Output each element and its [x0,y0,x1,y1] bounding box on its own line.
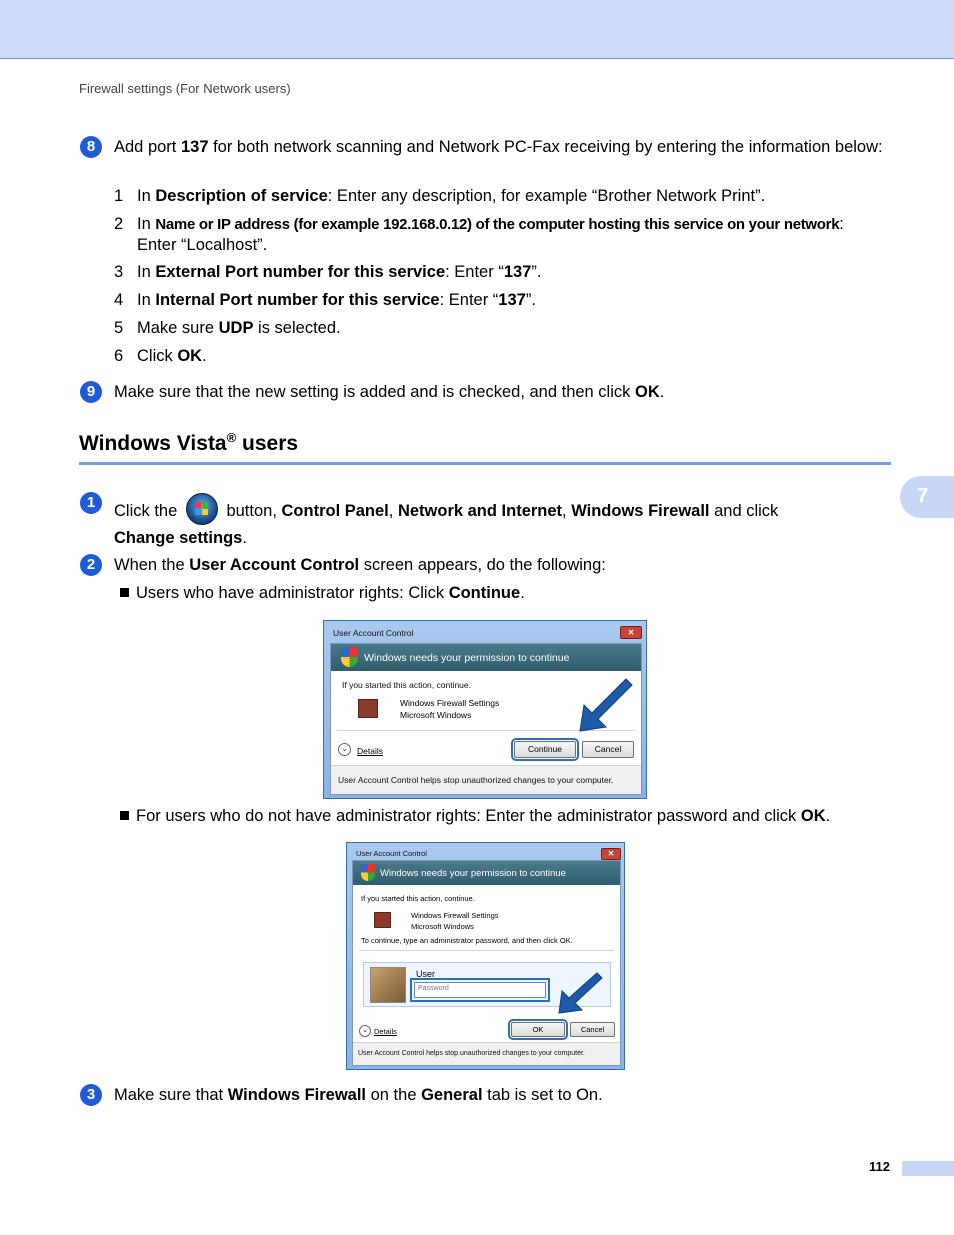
dialog-title: User Account Control [356,849,427,858]
step-9-text: Make sure that the new setting is added and is checked, and then click OK. [114,383,665,401]
dialog-line1: If you started this action, continue. [342,680,471,690]
substep-2: 2 In Name or IP address (for example 192.168.0.12) of the computer hosting this service on your network: Enter “Localhost”. [114,215,844,254]
dialog-line1: If you started this action, continue. [361,894,475,903]
details-link[interactable]: Details [357,746,383,756]
dialog-footer: User Account Control helps stop unauthorized changes to your computer. [331,765,641,794]
step-9-marker: 9 [80,381,102,403]
step-2-text: When the User Account Control screen appears, do the following: [114,556,606,574]
pointer-arrow-icon [576,677,634,735]
app-name: Windows Firewall Settings [400,698,500,708]
substep-1: 1 In Description of service: Enter any description, for example “Brother Network Print”. [114,187,766,205]
dialog-title: User Account Control [333,628,414,638]
page-number: 112 [869,1159,890,1174]
firewall-icon [358,699,378,718]
dialog-banner: Windows needs your permission to continue [353,861,620,885]
cancel-button[interactable]: Cancel [570,1022,615,1037]
step-3-marker: 3 [80,1084,102,1106]
pointer-arrow-icon [555,971,603,1015]
avatar [370,967,406,1003]
chevron-down-icon[interactable]: ⌄ [338,743,351,756]
continue-button[interactable]: Continue [514,741,576,758]
shield-icon [361,864,375,881]
close-icon[interactable]: ✕ [620,626,642,639]
app-publisher: Microsoft Windows [411,922,474,931]
password-field[interactable]: Password [414,982,546,998]
start-button-icon [186,493,218,525]
app-name: Windows Firewall Settings [411,911,499,920]
bullet-nonadmin: For users who do not have administrator rights: Enter the administrator password and click OK. [120,806,830,827]
close-icon[interactable]: ✕ [601,848,621,860]
user-label: User [416,969,436,979]
shield-icon [341,647,358,667]
instruction: To continue, type an administrator password, and then click OK. [361,936,573,945]
chapter-tab: 7 [900,476,954,518]
cancel-button[interactable]: Cancel [582,741,634,758]
firewall-icon [374,912,391,928]
step-1-text: Click the button, Control Panel, Network and Internet, Windows Firewall and click Change settings. [114,493,884,551]
section-rule [79,462,891,465]
step-3-text: Make sure that Windows Firewall on the General tab is set to On. [114,1086,603,1104]
substep-5: 5 Make sure UDP is selected. [114,319,341,337]
substep-6: 6 Click OK. [114,347,207,365]
step-2-marker: 2 [80,554,102,576]
footer-bar [902,1161,954,1176]
dialog-banner: Windows needs your permission to continue [331,644,641,671]
bullet-admin: Users who have administrator rights: Click Continue. [120,583,525,604]
dialog-footer: User Account Control helps stop unauthorized changes to your computer. [353,1042,620,1065]
divider [359,950,614,951]
app-publisher: Microsoft Windows [400,710,472,720]
header-band [0,0,954,59]
uac-dialog-nonadmin [346,842,625,1070]
uac-dialog-admin [323,620,647,799]
step-8-text: Add port 137 for both network scanning and Network PC-Fax receiving by entering the information below: [114,138,883,156]
substep-3: 3 In External Port number for this service: Enter “137”. [114,263,542,281]
step-1-marker: 1 [80,492,102,514]
step-8-marker: 8 [80,136,102,158]
ok-button[interactable]: OK [511,1022,565,1037]
chevron-down-icon[interactable]: ⌄ [359,1025,371,1037]
section-heading: Windows Vista® users [79,430,299,455]
substep-4: 4 In Internal Port number for this service: Enter “137”. [114,291,536,309]
details-link[interactable]: Details [374,1027,397,1036]
running-title: Firewall settings (For Network users) [79,81,291,96]
